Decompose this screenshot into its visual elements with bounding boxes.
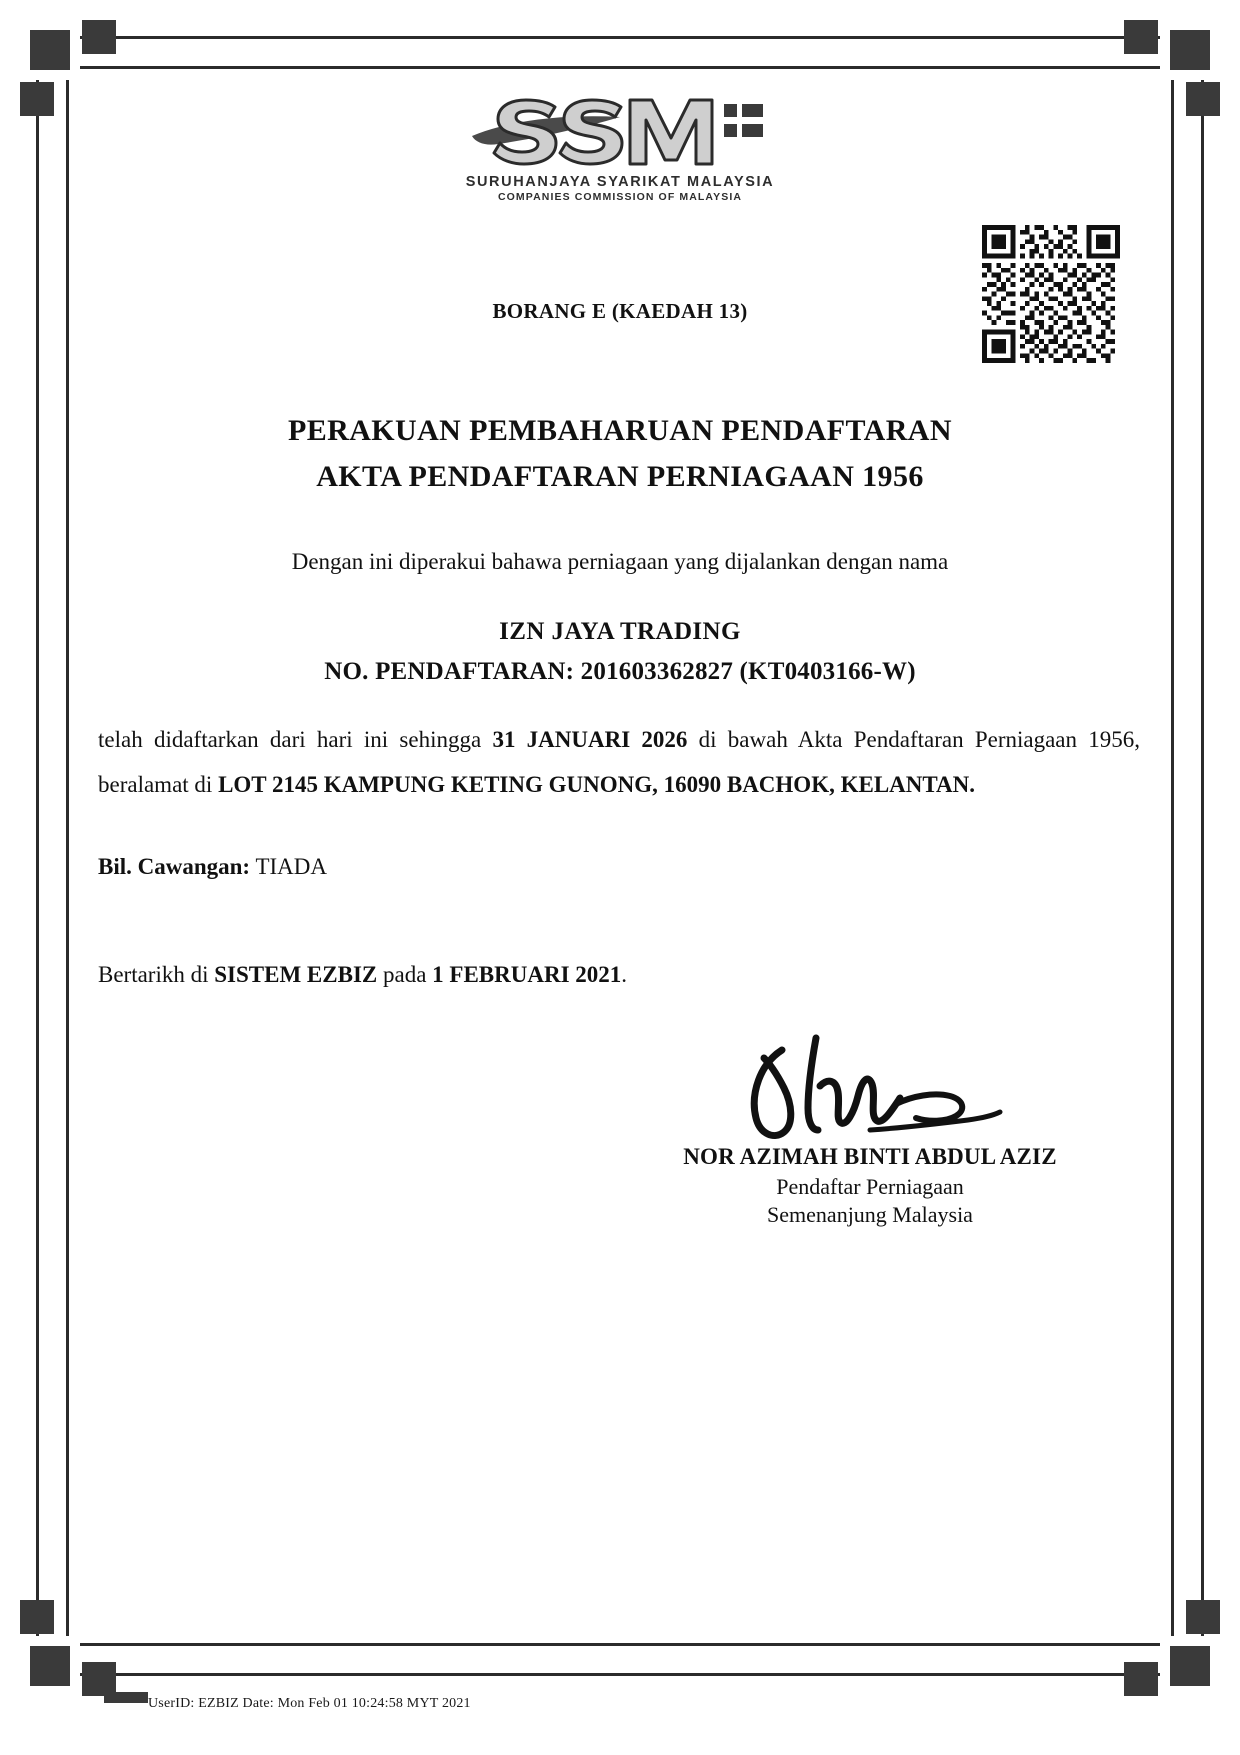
body-part-2: di bawah Akta Pendaftaran Perniagaan 1956, beralamat di [98,727,1140,798]
body-paragraph [90,718,1150,808]
ssm-logo-block [90,70,1150,203]
issuing-system: SISTEM EZBIZ [214,961,378,987]
branch-count-value: TIADA [255,853,327,879]
ssm-name-malay: SURUHANJAYA SYARIKAT MALAYSIA [465,174,775,190]
certificate-content [90,70,1150,1228]
issue-date: 1 FEBRUARI 2021 [432,961,622,987]
signatory-role: Pendaftar Perniagaan [776,1173,964,1199]
signature-block [610,1034,1130,1228]
signatory-region: Semenanjung Malaysia [767,1201,973,1227]
corner-ornament-bottom-right [1108,1584,1220,1696]
ssm-logo-icon [470,86,770,172]
business-address: LOT 2145 KAMPUNG KETING GUNONG, 16090 BACHOK, KELANTAN. [218,772,975,798]
business-name: IZN JAYA TRADING [499,618,741,646]
footer-marker [104,1692,148,1703]
title-line-2: AKTA PENDAFTARAN PERNIAGAAN 1956 [316,459,924,493]
qr-code-icon [982,225,1120,363]
corner-ornament-bottom-left [20,1584,132,1696]
ssm-name-english: COMPANIES COMMISSION OF MALAYSIA [497,191,743,203]
signature-icon [720,1034,1020,1154]
footer-audit-text: UserID: EZBIZ Date: Mon Feb 01 10:24:58 MYT 2021 [148,1696,471,1711]
page-title [90,408,1150,499]
dated-prefix: Bertarikh di [98,961,215,987]
signatory-name: NOR AZIMAH BINTI ABDUL AZIZ [683,1143,1057,1169]
body-part-1: telah didaftarkan dari hari ini sehingga [98,727,493,753]
expiry-date: 31 JANUARI 2026 [492,727,688,753]
branch-count-label: Bil. Cawangan: [98,853,251,879]
title-line-1: PERAKUAN PEMBAHARUAN PENDAFTARAN [288,414,952,447]
branch-count-line [90,854,1150,880]
form-code: BORANG E (KAEDAH 13) [492,299,748,323]
registration-label: NO. PENDAFTARAN: [324,658,575,686]
dated-line [90,962,1150,988]
dated-middle: pada [377,961,433,987]
registration-number: 201603362827 (KT0403166-W) [580,658,916,686]
dated-suffix: . [621,961,628,987]
registration-line [90,658,1150,686]
lead-text: Dengan ini diperakui bahawa perniagaan yang dijalankan dengan nama [291,549,949,575]
